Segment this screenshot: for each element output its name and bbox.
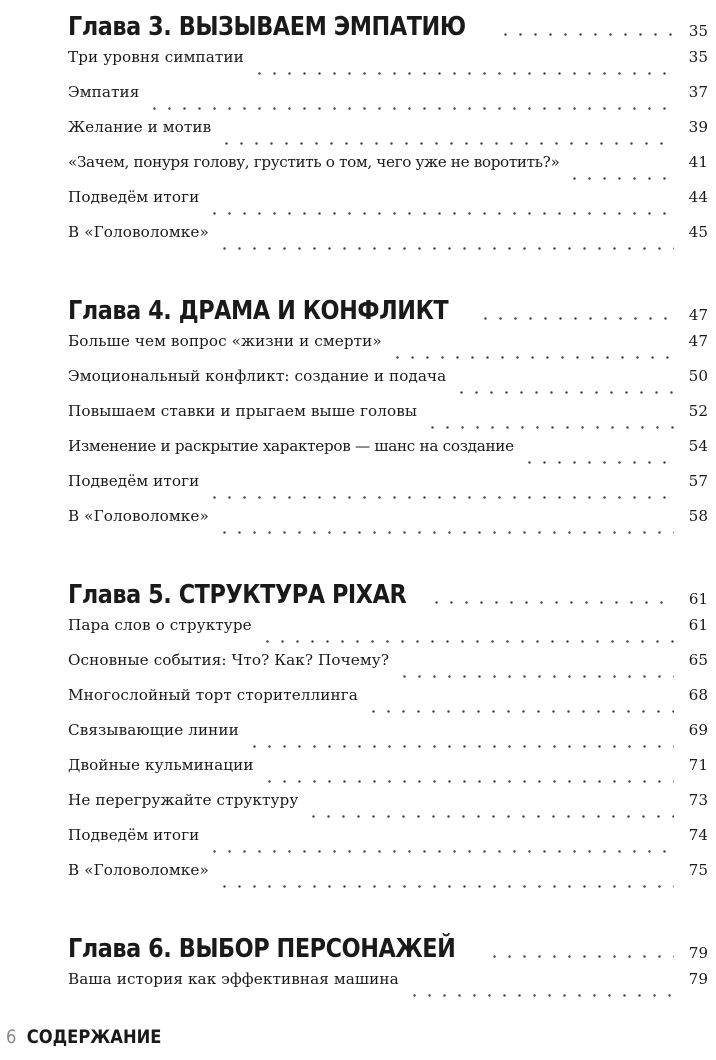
dot-leader bbox=[207, 212, 674, 215]
dot-leader bbox=[390, 356, 674, 359]
dot-leader bbox=[429, 601, 674, 604]
dot-leader bbox=[147, 107, 674, 110]
entry-page-number: 69 bbox=[688, 721, 708, 739]
toc-entry bbox=[68, 826, 708, 861]
chapter-heading-row bbox=[68, 0, 708, 42]
footer-page-number: 6 bbox=[6, 1026, 17, 1048]
dot-leader bbox=[247, 745, 674, 748]
chapter-page-number: 35 bbox=[688, 22, 708, 40]
toc-entry bbox=[68, 402, 708, 437]
toc-entry bbox=[68, 437, 708, 472]
toc-entry bbox=[68, 721, 708, 756]
dot-leader bbox=[219, 142, 674, 145]
toc-entry bbox=[68, 970, 708, 1005]
entry-page-number: 79 bbox=[688, 970, 708, 988]
toc-entry bbox=[68, 48, 708, 83]
entry-page-number: 41 bbox=[688, 153, 708, 171]
dot-leader bbox=[487, 955, 675, 958]
page-footer bbox=[6, 1026, 161, 1048]
toc-entry bbox=[68, 651, 708, 686]
chapter-heading-row bbox=[68, 910, 708, 964]
entry-page-number: 37 bbox=[688, 83, 708, 101]
entry-title: Подведём итоги bbox=[68, 826, 200, 844]
entry-title: Больше чем вопрос «жизни и смерти» bbox=[68, 332, 382, 350]
entry-title: Три уровня симпатии bbox=[68, 48, 244, 66]
entry-page-number: 68 bbox=[688, 686, 708, 704]
entry-title: Пара слов о структуре bbox=[68, 616, 252, 634]
entry-title: Повышаем ставки и прыгаем выше головы bbox=[68, 402, 418, 420]
entry-page-number: 74 bbox=[688, 826, 708, 844]
entry-title: Основные события: Что? Как? Почему? bbox=[68, 651, 390, 669]
entry-page-number: 52 bbox=[688, 402, 708, 420]
entry-page-number: 71 bbox=[688, 756, 708, 774]
chapter-title: Глава 3. ВЫЗЫВАЕМ ЭМПАТИЮ bbox=[68, 12, 466, 42]
dot-leader bbox=[498, 33, 674, 36]
toc-entry bbox=[68, 791, 708, 826]
dot-leader bbox=[407, 994, 674, 997]
chapter-title: Глава 5. СТРУКТУРА PIXAR bbox=[68, 580, 407, 610]
toc-entry bbox=[68, 472, 708, 507]
dot-leader bbox=[397, 675, 674, 678]
toc-entry bbox=[68, 153, 708, 188]
dot-leader bbox=[567, 177, 674, 180]
dot-leader bbox=[217, 531, 674, 534]
chapter-title: Глава 6. ВЫБОР ПЕРСОНАЖЕЙ bbox=[68, 934, 456, 964]
chapter-heading-row bbox=[68, 556, 708, 610]
dot-leader bbox=[262, 780, 674, 783]
entry-title: Подведём итоги bbox=[68, 472, 200, 490]
entry-list bbox=[68, 610, 708, 896]
entry-page-number: 58 bbox=[688, 507, 708, 525]
table-of-contents bbox=[68, 0, 708, 1005]
entry-title: Не перегружайте структуру bbox=[68, 791, 299, 809]
toc-entry bbox=[68, 188, 708, 223]
toc-entry bbox=[68, 223, 708, 258]
entry-title: Двойные кульминации bbox=[68, 756, 254, 774]
toc-entry bbox=[68, 756, 708, 791]
dot-leader bbox=[425, 426, 674, 429]
toc-entry bbox=[68, 861, 708, 896]
entry-title: В «Головоломке» bbox=[68, 223, 209, 241]
entry-page-number: 65 bbox=[688, 651, 708, 669]
chapter-page-number: 61 bbox=[688, 590, 708, 608]
toc-entry bbox=[68, 616, 708, 651]
dot-leader bbox=[260, 640, 674, 643]
toc-entry bbox=[68, 332, 708, 367]
dot-leader bbox=[306, 815, 674, 818]
dot-leader bbox=[207, 850, 674, 853]
entry-page-number: 61 bbox=[688, 616, 708, 634]
entry-page-number: 73 bbox=[688, 791, 708, 809]
chapter-section bbox=[68, 272, 708, 542]
entry-page-number: 50 bbox=[688, 367, 708, 385]
entry-title: Изменение и раскрытие характеров — шанс на создание bbox=[68, 437, 514, 455]
toc-entry bbox=[68, 118, 708, 153]
dot-leader bbox=[217, 247, 674, 250]
entry-title: Многослойный торт сторителлинга bbox=[68, 686, 358, 704]
toc-entry bbox=[68, 367, 708, 402]
dot-leader bbox=[366, 710, 674, 713]
entry-page-number: 57 bbox=[688, 472, 708, 490]
entry-title: Связывающие линии bbox=[68, 721, 239, 739]
toc-entry bbox=[68, 686, 708, 721]
entry-title: Эмоциональный конфликт: создание и подача bbox=[68, 367, 447, 385]
chapter-section bbox=[68, 0, 708, 258]
dot-leader bbox=[252, 72, 674, 75]
entry-page-number: 45 bbox=[688, 223, 708, 241]
entry-page-number: 75 bbox=[688, 861, 708, 879]
entry-list bbox=[68, 964, 708, 1005]
dot-leader bbox=[478, 317, 674, 320]
entry-page-number: 39 bbox=[688, 118, 708, 136]
entry-page-number: 47 bbox=[688, 332, 708, 350]
entry-title: «Зачем, понуря голову, грустить о том, чего уже не воротить?» bbox=[68, 153, 560, 171]
dot-leader bbox=[454, 391, 674, 394]
entry-list bbox=[68, 42, 708, 258]
chapter-title: Глава 4. ДРАМА И КОНФЛИКТ bbox=[68, 296, 449, 326]
footer-section-title: СОДЕРЖАНИЕ bbox=[26, 1026, 162, 1048]
chapter-page-number: 79 bbox=[688, 944, 708, 962]
dot-leader bbox=[522, 461, 674, 464]
chapter-section bbox=[68, 556, 708, 896]
toc-entry bbox=[68, 83, 708, 118]
entry-page-number: 44 bbox=[688, 188, 708, 206]
toc-entry bbox=[68, 507, 708, 542]
entry-title: Ваша история как эффективная машина bbox=[68, 970, 399, 988]
entry-page-number: 35 bbox=[688, 48, 708, 66]
entry-list bbox=[68, 326, 708, 542]
dot-leader bbox=[217, 885, 674, 888]
chapter-section bbox=[68, 910, 708, 1005]
entry-title: В «Головоломке» bbox=[68, 861, 209, 879]
entry-title: Эмпатия bbox=[68, 83, 140, 101]
chapter-page-number: 47 bbox=[688, 306, 708, 324]
entry-title: Подведём итоги bbox=[68, 188, 200, 206]
entry-title: В «Головоломке» bbox=[68, 507, 209, 525]
dot-leader bbox=[207, 496, 674, 499]
entry-page-number: 54 bbox=[688, 437, 708, 455]
entry-title: Желание и мотив bbox=[68, 118, 212, 136]
chapter-heading-row bbox=[68, 272, 708, 326]
